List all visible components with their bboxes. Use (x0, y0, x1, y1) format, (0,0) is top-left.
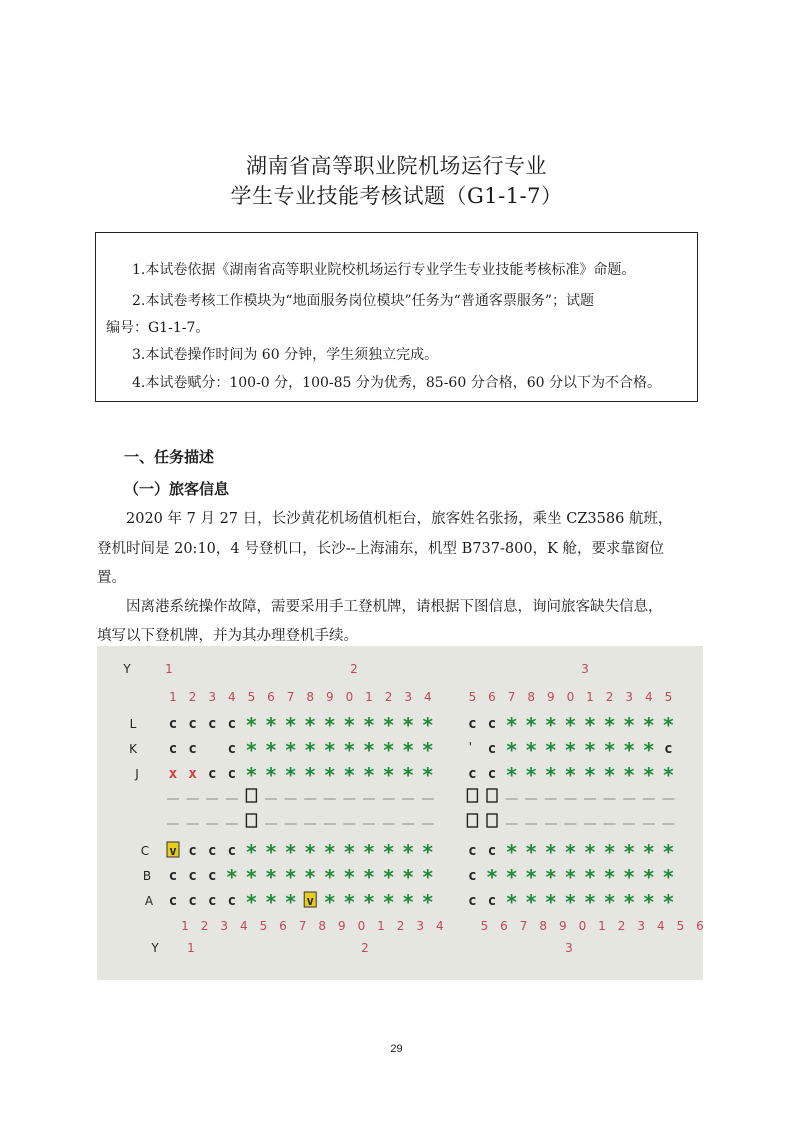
seat-available: * (583, 738, 597, 762)
seat-available: * (525, 865, 538, 889)
seat-map-tens-top: 2 (350, 662, 358, 676)
seat-available: * (583, 890, 597, 914)
seat-map-digit-bottom: 2 (617, 919, 626, 933)
seat-map-image (97, 646, 703, 980)
seat-occupied: c (487, 716, 497, 732)
seat-map-digit-top: 1 (586, 690, 594, 704)
seat-map-digit-bottom: 3 (416, 919, 425, 933)
instruction-line1: 因离港系统操作故障，需要采用手工登机牌，请根据下图信息，询问旅客缺失信息， (126, 599, 663, 615)
seat-available: * (402, 840, 415, 864)
seat-map-digit-top: 4 (227, 690, 236, 704)
seat-available: * (284, 763, 297, 787)
seat-available: * (505, 763, 518, 787)
seat-available: * (284, 865, 297, 889)
seat-available: * (544, 738, 557, 762)
seat-occupied: c (207, 893, 217, 909)
exit-marker (487, 789, 497, 802)
seat-available: * (402, 713, 415, 737)
passenger-info-line1: 2020 年 7 月 27 日，长沙黄花机场值机柜台，旅客姓名张扬，乘坐 CZ3586 航班， (126, 511, 673, 527)
seat-available: * (583, 865, 597, 889)
seat-available: * (544, 763, 557, 787)
seat-map-digit-bottom: 7 (519, 919, 528, 933)
seat-occupied: c (207, 868, 217, 884)
seat-map-digit-bottom: 4 (656, 919, 665, 933)
notice-item-3: 3.本试卷操作时间为 60 分钟，学生须独立完成。 (132, 347, 439, 363)
seat-available: * (343, 865, 356, 889)
seat-map-digit-top: 3 (404, 690, 413, 704)
seat-available: * (564, 890, 577, 914)
seat-available: * (642, 890, 655, 914)
notice-item-2: 2.本试卷考核工作模块为“地面服务岗位模块”任务为“普通客票服务”；试题 (132, 293, 594, 309)
seat-map-digit-bottom: 5 (676, 919, 685, 933)
seat-available: * (264, 840, 278, 864)
seat-available: * (525, 890, 538, 914)
seat-map-digit-top: 4 (423, 690, 432, 704)
seat-occupied: c (207, 843, 217, 859)
seat-occupied: c (188, 893, 197, 909)
page-number: 29 (390, 1043, 403, 1055)
seat-available: * (642, 840, 655, 864)
seat-available: * (603, 763, 616, 787)
seat-occupied: c (227, 716, 237, 732)
seat-available: * (382, 890, 395, 914)
seat-map-digit-top: 0 (566, 690, 575, 704)
seat-available: * (505, 738, 518, 762)
seat-available: * (284, 890, 297, 914)
seat-available: * (382, 713, 395, 737)
seat-available: * (623, 865, 636, 889)
seat-available: * (642, 738, 655, 762)
seat-occupied: c (168, 716, 178, 732)
seat-map-digit-top: 5 (247, 690, 256, 704)
seat-available: * (323, 865, 336, 889)
seat-available: * (323, 890, 336, 914)
seat-available: * (662, 865, 675, 889)
exit-marker (467, 814, 477, 827)
seat-available: * (323, 738, 336, 762)
seat-available: * (544, 713, 557, 737)
seat-available: * (421, 890, 434, 914)
seat-occupied: c (207, 716, 217, 732)
seat-available: * (245, 865, 258, 889)
seat-available: * (362, 840, 376, 864)
seat-occupied: c (168, 893, 178, 909)
seat-map-digit-bottom: 8 (318, 919, 327, 933)
seat-available: * (623, 890, 636, 914)
seat-available: * (603, 865, 616, 889)
seat-available: * (564, 840, 577, 864)
seat-available: * (421, 865, 434, 889)
seat-available: * (525, 738, 538, 762)
seat-map-digit-top: 2 (605, 690, 614, 704)
seat-available: * (362, 865, 376, 889)
seat-available: * (402, 865, 415, 889)
seat-available: * (623, 713, 636, 737)
seat-available: * (603, 890, 616, 914)
seat-available: * (362, 763, 376, 787)
notice-item-1: 1.本试卷依据《湖南省高等职业院校机场运行专业学生专业技能考核标准》命题。 (132, 262, 636, 278)
seat-map-digit-top: 8 (306, 690, 315, 704)
seat-available: * (284, 840, 297, 864)
seat-row-label: C (140, 844, 150, 858)
seat-map-digit-bottom: 9 (337, 919, 346, 933)
page-title-line2: 学生专业技能考核试题（G1-1-7） (230, 184, 563, 208)
seat-blocked: x (188, 766, 197, 782)
seat-occupied: c (468, 893, 477, 909)
seat-available: * (343, 840, 356, 864)
seat-available: * (642, 713, 655, 737)
seat-available: * (225, 865, 238, 889)
seat-available: * (245, 890, 258, 914)
seat-available: * (421, 738, 434, 762)
seat-occupied: c (487, 893, 497, 909)
seat-map-digit-bottom: 2 (396, 919, 405, 933)
seat-available: * (662, 890, 675, 914)
seat-available: * (402, 890, 415, 914)
seat-map-digit-bottom: 0 (357, 919, 366, 933)
seat-available: * (343, 738, 356, 762)
exit-marker (467, 789, 477, 802)
seat-available: * (485, 865, 499, 889)
seat-available: * (323, 763, 336, 787)
seat-map-tens-bottom: 1 (187, 941, 195, 955)
seat-map-digit-top: 5 (664, 690, 673, 704)
seat-occupied: c (168, 868, 178, 884)
seat-available: * (323, 840, 336, 864)
seat-available: * (343, 763, 356, 787)
seat-available: * (623, 738, 636, 762)
seat-map-digit-top: 6 (488, 690, 496, 704)
seat-available: * (564, 865, 577, 889)
seat-available: * (564, 713, 577, 737)
seat-occupied: c (188, 716, 197, 732)
seat-available: * (323, 713, 336, 737)
seat-map-digit-bottom: 1 (598, 919, 606, 933)
seat-occupied: c (227, 893, 237, 909)
seat-available: * (402, 738, 415, 762)
seat-available: * (382, 865, 395, 889)
seat-available: * (505, 890, 518, 914)
seat-available: * (662, 713, 675, 737)
seat-map-digit-bottom: 3 (637, 919, 646, 933)
seat-available: * (544, 865, 557, 889)
seat-row-label: K (129, 742, 137, 756)
seat-available: * (603, 713, 616, 737)
seat-available: * (544, 890, 557, 914)
seat-map-y-label-top: Y (123, 662, 131, 676)
seat-row-label: B (142, 869, 152, 883)
seat-available: * (264, 890, 278, 914)
seat-available: * (642, 865, 655, 889)
seat-map-digit-top: 2 (384, 690, 393, 704)
seat-map-digit-top: 1 (365, 690, 373, 704)
seat-reserved: v (306, 894, 314, 908)
exit-marker (246, 814, 256, 827)
seat-map-tens-top: 1 (165, 662, 173, 676)
seat-row-label: L (129, 717, 137, 731)
seat-map-digit-bottom: 6 (279, 919, 287, 933)
passenger-info-line2: 登机时间是 20:10，4 号登机口，长沙--上海浦东，机型 B737-800，K 舱，要求靠窗位 (97, 541, 664, 557)
seat-map-digit-bottom: 8 (539, 919, 548, 933)
seat-map-digit-bottom: 9 (558, 919, 567, 933)
exit-marker (246, 789, 256, 802)
seat-available: * (264, 738, 278, 762)
seat-available: * (362, 713, 376, 737)
seat-map-digit-bottom: 5 (480, 919, 489, 933)
seat-map-digit-bottom: 5 (259, 919, 268, 933)
seat-map-digit-bottom: 6 (500, 919, 508, 933)
seat-available: * (662, 763, 675, 787)
seat-row-label: A (144, 894, 154, 908)
seat-available: * (264, 713, 278, 737)
seat-available: * (382, 763, 395, 787)
seat-map-digit-top: 9 (325, 690, 334, 704)
seat-map-digit-top: 6 (267, 690, 275, 704)
seat-available: * (264, 763, 278, 787)
seat-available: * (402, 763, 415, 787)
seat-reserved: v (169, 844, 177, 858)
notice-item-2-cont: 编号：G1-1-7。 (106, 320, 210, 336)
seat-available: * (623, 763, 636, 787)
seat-row-label: J (135, 767, 139, 781)
seat-map-digit-top: 2 (188, 690, 197, 704)
seat-available: * (304, 713, 317, 737)
seat-available: * (382, 738, 395, 762)
seat-map-digit-bottom: 4 (435, 919, 444, 933)
seat-map-digit-bottom: 4 (239, 919, 248, 933)
seat-occupied: c (227, 843, 237, 859)
subsection-heading: （一）旅客信息 (124, 480, 230, 498)
seat-map-digit-bottom: 2 (200, 919, 209, 933)
seat-map-digit-top: 7 (507, 690, 516, 704)
seat-occupied: c (468, 766, 477, 782)
seat-available: * (421, 713, 434, 737)
page-title-line1: 湖南省高等职业院机场运行专业 (246, 154, 547, 178)
seat-available: * (505, 865, 518, 889)
seat-map-digit-top: 7 (286, 690, 295, 704)
seat-map-digit-top: 1 (169, 690, 177, 704)
seat-available: * (525, 840, 538, 864)
seat-available: * (505, 840, 518, 864)
seat-available: * (362, 738, 376, 762)
seat-available: * (603, 840, 616, 864)
seat-available: * (304, 738, 317, 762)
seat-available: * (583, 763, 597, 787)
seat-occupied: c (487, 741, 497, 757)
notice-item-4: 4.本试卷赋分：100-0 分，100-85 分为优秀，85-60 分合格，60 分以下为不合格。 (132, 375, 661, 391)
seat-occupied: c (227, 766, 237, 782)
seat-occupied: c (188, 868, 197, 884)
seat-mark: ' (466, 740, 475, 754)
seat-available: * (525, 713, 538, 737)
seat-occupied: c (487, 843, 497, 859)
seat-available: * (662, 840, 675, 864)
seat-map-tens-bottom: 3 (565, 941, 573, 955)
seat-occupied: c (664, 741, 673, 757)
seat-available: * (304, 763, 317, 787)
seat-map-digit-top: 0 (345, 690, 354, 704)
seat-available: * (245, 713, 258, 737)
seat-available: * (421, 840, 434, 864)
seat-available: * (304, 865, 317, 889)
seat-occupied: c (468, 716, 477, 732)
seat-available: * (564, 763, 577, 787)
seat-available: * (603, 738, 616, 762)
seat-available: * (544, 840, 557, 864)
seat-available: * (623, 840, 636, 864)
seat-available: * (245, 763, 258, 787)
seat-available: * (264, 865, 278, 889)
seat-occupied: c (168, 741, 178, 757)
seat-available: * (564, 738, 577, 762)
seat-map-digit-top: 3 (625, 690, 634, 704)
seat-occupied: c (468, 868, 477, 884)
seat-available: * (583, 713, 597, 737)
seat-map-digit-bottom: 0 (578, 919, 587, 933)
seat-available: * (284, 713, 297, 737)
seat-map-digit-top: 4 (644, 690, 653, 704)
seat-available: * (284, 738, 297, 762)
instruction-line2: 填写以下登机牌，并为其办理登机手续。 (97, 628, 358, 644)
seat-map-digit-bottom: 1 (377, 919, 385, 933)
seat-occupied: c (468, 843, 477, 859)
seat-available: * (421, 763, 434, 787)
section-heading: 一、任务描述 (124, 448, 215, 466)
seat-map-digit-bottom: 1 (181, 919, 189, 933)
seat-available: * (304, 840, 317, 864)
seat-available: * (343, 713, 356, 737)
seat-available: * (382, 840, 395, 864)
exit-marker (487, 814, 497, 827)
seat-occupied: c (227, 741, 237, 757)
seat-available: * (505, 713, 518, 737)
seat-occupied: c (188, 843, 197, 859)
seat-occupied: c (487, 766, 497, 782)
seat-available: * (583, 840, 597, 864)
seat-available: * (245, 840, 258, 864)
passenger-info-line3: 置。 (97, 570, 126, 586)
seat-map-digit-top: 5 (468, 690, 477, 704)
seat-map-tens-bottom: 2 (361, 941, 369, 955)
notice-box (95, 232, 698, 402)
seat-available: * (245, 738, 258, 762)
seat-map-digit-top: 8 (527, 690, 536, 704)
seat-map-digit-bottom: 7 (298, 919, 307, 933)
seat-map-digit-bottom: 6 (696, 919, 704, 933)
seat-occupied: c (188, 741, 197, 757)
seat-available: * (343, 890, 356, 914)
seat-map-digit-top: 3 (208, 690, 217, 704)
seat-blocked: x (168, 766, 178, 782)
seat-available: * (642, 763, 655, 787)
seat-available: * (525, 763, 538, 787)
seat-map-digit-bottom: 3 (220, 919, 229, 933)
seat-map-tens-top: 3 (581, 662, 589, 676)
seat-available: * (362, 890, 376, 914)
seat-map-digit-top: 9 (546, 690, 555, 704)
seat-map-y-label-bottom: Y (151, 941, 159, 955)
seat-occupied: c (207, 766, 217, 782)
